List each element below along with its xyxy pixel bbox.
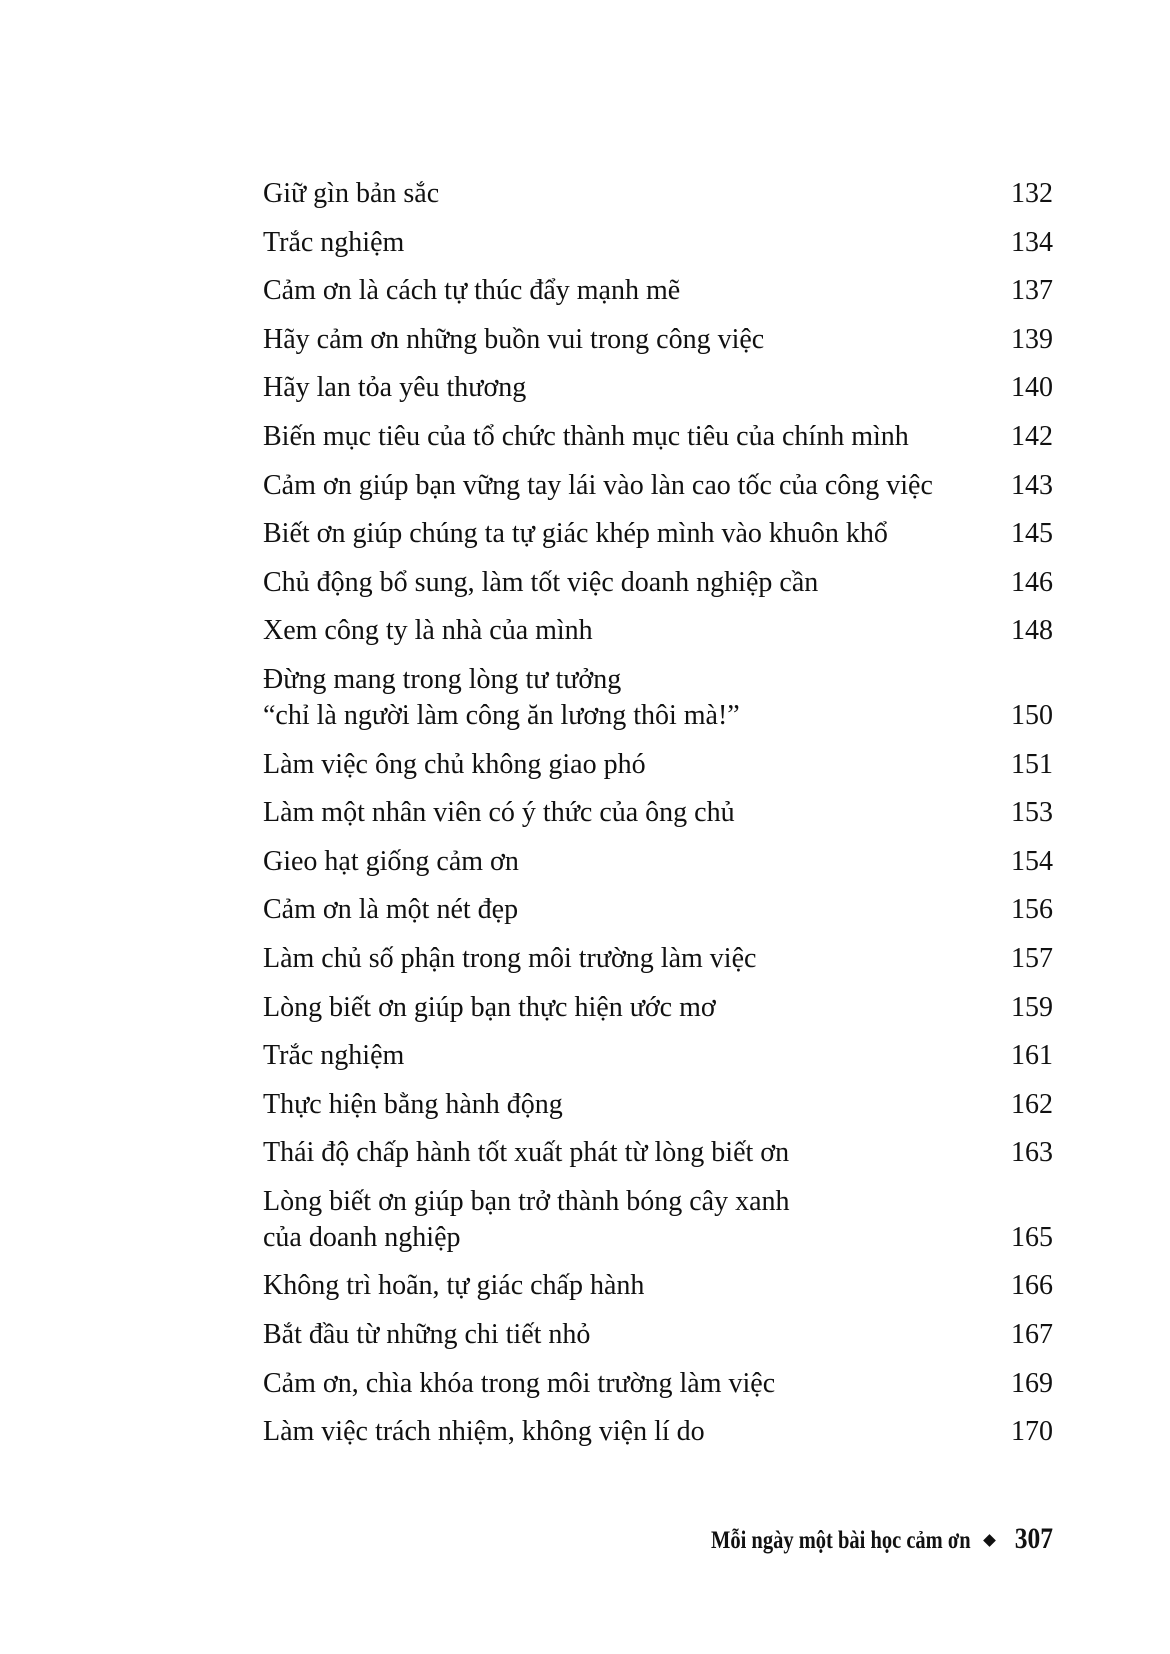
toc-entry-title: Làm chủ số phận trong môi trường làm việc xyxy=(263,942,757,974)
toc-entry xyxy=(263,795,1053,831)
toc-entry xyxy=(263,516,1053,552)
toc-entry-page: 153 xyxy=(1011,797,1053,829)
toc-entry xyxy=(263,662,1053,734)
toc-entry-page: 139 xyxy=(1011,323,1053,355)
toc-entry-page: 167 xyxy=(1011,1319,1053,1351)
toc-entry-page: 137 xyxy=(1011,275,1053,307)
toc-entry xyxy=(263,941,1053,977)
toc-entry-page: 162 xyxy=(1011,1088,1053,1120)
toc-entry xyxy=(263,990,1053,1026)
toc-entry-title: Cảm ơn, chìa khóa trong môi trường làm việc xyxy=(263,1367,776,1399)
toc-entry xyxy=(263,370,1053,406)
toc-entry-title: Trắc nghiệm xyxy=(263,226,405,258)
toc-entry-title: Xem công ty là nhà của mình xyxy=(263,615,593,647)
toc-entry-page: 151 xyxy=(1011,748,1053,780)
running-footer-title: Mỗi ngày một bài học cảm ơn xyxy=(711,1527,971,1554)
diamond-bullet-icon xyxy=(983,1534,996,1547)
page-number: 307 xyxy=(1014,1522,1053,1555)
toc-entry-page: 140 xyxy=(1011,372,1053,404)
toc-entry xyxy=(263,1414,1053,1450)
toc-entry xyxy=(263,565,1053,601)
toc-entry-title: Biến mục tiêu của tổ chức thành mục tiêu của chính mình xyxy=(263,420,909,452)
toc-entry xyxy=(263,273,1053,309)
toc-entry-title: Chủ động bổ sung, làm tốt việc doanh nghiệp cần xyxy=(263,566,819,598)
toc-entry-page: 142 xyxy=(1011,420,1053,452)
toc-entry xyxy=(263,1366,1053,1402)
toc-entry-title: Bắt đầu từ những chi tiết nhỏ xyxy=(263,1319,591,1351)
toc-entry xyxy=(263,1317,1053,1353)
toc-entry xyxy=(263,419,1053,455)
toc-entry-page: 166 xyxy=(1011,1270,1053,1302)
toc-entry-title: Gieo hạt giống cảm ơn xyxy=(263,845,519,877)
toc-entry-page: 150 xyxy=(1011,699,1053,731)
toc-entry-page: 161 xyxy=(1011,1040,1053,1072)
toc-entry-title: Cảm ơn là một nét đẹp xyxy=(263,894,519,926)
toc-entry-page: 169 xyxy=(1011,1367,1053,1399)
toc-entry-title: Thái độ chấp hành tốt xuất phát từ lòng biết ơn xyxy=(263,1137,790,1169)
toc-entry xyxy=(263,176,1053,212)
toc-entry xyxy=(263,1135,1053,1171)
toc-entry xyxy=(263,613,1053,649)
toc-entry-title: Hãy lan tỏa yêu thương xyxy=(263,372,527,404)
toc-entry-page: 163 xyxy=(1011,1137,1053,1169)
toc-entry-title: Làm một nhân viên có ý thức của ông chủ xyxy=(263,797,735,829)
table-of-contents xyxy=(263,176,1053,1463)
toc-entry-page: 143 xyxy=(1011,469,1053,501)
toc-entry xyxy=(263,892,1053,928)
toc-entry xyxy=(263,1268,1053,1304)
toc-entry-title: Làm việc trách nhiệm, không viện lí do xyxy=(263,1416,705,1448)
toc-entry-title: Không trì hoãn, tự giác chấp hành xyxy=(263,1270,645,1302)
toc-entry-title: Làm việc ông chủ không giao phó xyxy=(263,748,646,780)
toc-entry-title: Biết ơn giúp chúng ta tự giác khép mình vào khuôn khổ xyxy=(263,518,888,550)
toc-entry-title: Cảm ơn giúp bạn vững tay lái vào làn cao tốc của công việc xyxy=(263,469,933,501)
toc-entry xyxy=(263,1087,1053,1123)
toc-entry-title: Đừng mang trong lòng tư tưởng “chỉ là người làm công ăn lương thôi mà!” xyxy=(263,663,740,731)
toc-entry xyxy=(263,322,1053,358)
toc-entry-page: 156 xyxy=(1011,894,1053,926)
toc-entry-page: 165 xyxy=(1011,1221,1053,1253)
toc-entry-title: Giữ gìn bản sắc xyxy=(263,178,440,209)
toc-entry-page: 132 xyxy=(1011,178,1053,209)
toc-entry-title: Hãy cảm ơn những buồn vui trong công việc xyxy=(263,323,765,355)
toc-entry-page: 159 xyxy=(1011,991,1053,1023)
toc-entry-page: 146 xyxy=(1011,566,1053,598)
toc-entry-title: Cảm ơn là cách tự thúc đẩy mạnh mẽ xyxy=(263,275,681,307)
toc-entry-page: 145 xyxy=(1011,518,1053,550)
toc-entry xyxy=(263,1038,1053,1074)
toc-entry-page: 170 xyxy=(1011,1416,1053,1448)
toc-entry-page: 154 xyxy=(1011,845,1053,877)
toc-entry-title: Trắc nghiệm xyxy=(263,1040,405,1072)
toc-entry-title: Lòng biết ơn giúp bạn trở thành bóng cây xanh của doanh nghiệp xyxy=(263,1185,790,1253)
toc-entry-title: Lòng biết ơn giúp bạn thực hiện ước mơ xyxy=(263,991,716,1023)
toc-entry-title: Thực hiện bằng hành động xyxy=(263,1088,563,1120)
toc-entry xyxy=(263,747,1053,783)
page-footer xyxy=(600,1522,1053,1562)
toc-entry xyxy=(263,1184,1053,1256)
toc-entry-page: 134 xyxy=(1011,226,1053,258)
toc-entry-page: 157 xyxy=(1011,942,1053,974)
toc-entry xyxy=(263,468,1053,504)
toc-entry xyxy=(263,225,1053,261)
toc-entry-page: 148 xyxy=(1011,615,1053,647)
toc-entry xyxy=(263,844,1053,880)
